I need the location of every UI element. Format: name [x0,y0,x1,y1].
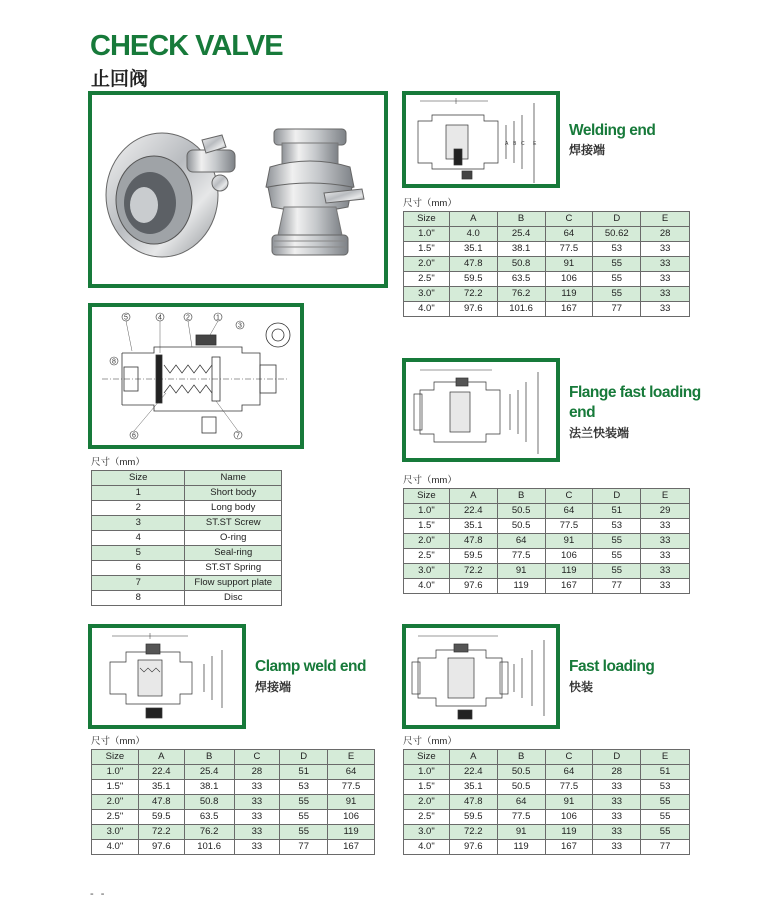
table-header-cell: A [138,750,184,765]
table-cell: 33 [641,564,690,579]
table-header-cell: Size [92,750,139,765]
table-cell: 1 [92,486,185,501]
table-header-row [404,750,690,765]
clamp-unit-label: 尺寸（mm） [91,736,145,747]
table-cell: 47.8 [449,257,497,272]
table-cell: 55 [641,810,690,825]
clamp-drawing-frame [88,624,246,729]
table-cell: 35.1 [449,519,497,534]
fast-title-cn: 快装 [569,680,594,694]
table-row [404,272,690,287]
table-cell: 77.5 [497,810,545,825]
page-title-cn: 止回阀 [91,69,149,90]
table-cell: 91 [545,257,593,272]
table-cell: 119 [497,579,545,594]
table-row [92,531,282,546]
table-cell: Flow support plate [185,576,282,591]
table-header-cell: B [497,212,545,227]
table-row [404,242,690,257]
table-header-cell: Size [404,750,450,765]
parts-unit-label: 尺寸（mm） [91,457,145,468]
table-cell: 55 [280,825,328,840]
table-cell: 77.5 [545,780,593,795]
table-header-row [92,471,282,486]
table-cell: 91 [545,795,593,810]
table-cell: Short body [185,486,282,501]
table-cell: 6 [92,561,185,576]
table-cell: 55 [593,564,641,579]
table-cell: 50.5 [497,504,545,519]
table-cell: 91 [328,795,375,810]
table-cell: 2.5" [404,272,450,287]
table-cell: 167 [545,840,593,855]
fast-title: Fast loading [569,658,655,675]
table-cell: 25.4 [497,227,545,242]
table-cell: 5 [92,546,185,561]
table-cell: 35.1 [138,780,184,795]
table-cell: 106 [545,549,593,564]
table-cell: 167 [328,840,375,855]
table-cell: 64 [497,534,545,549]
table-cell: 53 [641,780,690,795]
table-header-cell: D [280,750,328,765]
welding-unit-label: 尺寸（mm） [403,198,457,209]
fast-table [403,749,690,855]
welding-end-drawing-frame [402,91,560,188]
table-cell: 2.5" [404,549,450,564]
parts-table [91,470,282,606]
table-cell: 77.5 [328,780,375,795]
table-header-cell: B [497,489,545,504]
table-cell: 64 [328,765,375,780]
table-cell: 38.1 [184,780,234,795]
table-cell: 1.0" [404,504,450,519]
table-cell: 55 [641,795,690,810]
table-cell: 33 [593,840,641,855]
table-cell: 33 [641,302,690,317]
table-cell: 3.0" [404,825,450,840]
table-header-cell: E [641,212,690,227]
table-cell: 4 [92,531,185,546]
table-cell: 33 [234,825,280,840]
table-cell: 22.4 [138,765,184,780]
svg-text:4: 4 [158,314,162,322]
table-cell: 77.5 [497,549,545,564]
table-cell: 53 [593,242,641,257]
table-cell: 38.1 [497,242,545,257]
table-cell: 77.5 [545,519,593,534]
table-cell: 119 [545,287,593,302]
table-cell: 33 [641,534,690,549]
table-cell: 3 [92,516,185,531]
table-cell: 47.8 [449,534,497,549]
flange-title-cn: 法兰快装端 [569,426,630,440]
table-cell: 77 [593,302,641,317]
table-cell: 1.5" [404,780,450,795]
table-cell: 22.4 [449,504,497,519]
table-row [92,546,282,561]
table-row [404,765,690,780]
table-cell: 51 [641,765,690,780]
table-header-cell: A [449,750,497,765]
table-cell: 1.0" [92,765,139,780]
svg-text:8: 8 [112,358,116,366]
svg-text:5: 5 [124,314,128,322]
table-cell: 55 [280,810,328,825]
table-header-cell: E [641,750,690,765]
table-header-cell: Size [92,471,185,486]
table-cell: O-ring [185,531,282,546]
table-cell: 33 [641,272,690,287]
table-header-cell: D [593,489,641,504]
table-row [92,486,282,501]
table-row [92,561,282,576]
table-cell: 77 [593,579,641,594]
table-cell: 2.0" [92,795,139,810]
table-cell: 119 [497,840,545,855]
flange-title [569,383,701,423]
flange-unit-label: 尺寸（mm） [403,475,457,486]
table-row [404,564,690,579]
table-cell: 2.0" [404,257,450,272]
table-cell: 1.0" [404,227,450,242]
table-cell: 1.5" [404,519,450,534]
welding-end-table [403,211,690,317]
clamp-drawing [92,628,242,725]
table-header-cell: Size [404,212,450,227]
svg-text:7: 7 [236,432,240,440]
flange-drawing-frame [402,358,560,462]
table-cell: Seal-ring [185,546,282,561]
table-cell: 2 [92,501,185,516]
table-cell: 33 [593,810,641,825]
table-header-cell: D [593,750,641,765]
table-header-cell: E [641,489,690,504]
table-cell: 50.8 [184,795,234,810]
table-cell: 25.4 [184,765,234,780]
table-cell: ST.ST Spring [185,561,282,576]
welding-end-drawing [406,95,556,184]
table-cell: 91 [497,564,545,579]
table-cell: 51 [280,765,328,780]
welding-end-title-cn: 焊接端 [569,143,606,157]
table-cell: 33 [641,579,690,594]
page-title: CHECK VALVE [90,30,283,62]
table-cell: 167 [545,302,593,317]
table-cell: 59.5 [138,810,184,825]
table-cell: 4.0" [404,840,450,855]
table-cell: 33 [234,795,280,810]
table-header-cell: C [545,212,593,227]
table-cell: 33 [234,840,280,855]
table-cell: 4.0" [92,840,139,855]
table-cell: 55 [593,272,641,287]
table-cell: 55 [593,287,641,302]
table-cell: 167 [545,579,593,594]
table-row [92,780,375,795]
table-cell: 119 [545,564,593,579]
table-cell: 72.2 [138,825,184,840]
flange-title-line1: Flange fast loading [569,384,701,401]
table-cell: 50.8 [497,257,545,272]
table-cell: 97.6 [138,840,184,855]
table-cell: 76.2 [497,287,545,302]
clamp-title: Clamp weld end [255,658,366,675]
table-header-cell: E [328,750,375,765]
table-cell: 106 [545,272,593,287]
table-cell: 4.0" [404,302,450,317]
table-cell: 76.2 [184,825,234,840]
table-row [404,534,690,549]
table-cell: 50.5 [497,519,545,534]
table-row [92,516,282,531]
page-footer: - - [90,888,107,900]
table-cell: 50.5 [497,780,545,795]
table-cell: 1.5" [92,780,139,795]
table-row [92,576,282,591]
table-cell: 2.0" [404,534,450,549]
table-row [404,795,690,810]
table-cell: 91 [545,534,593,549]
svg-text:A: A [505,141,509,147]
table-row [404,549,690,564]
table-cell: 33 [234,780,280,795]
table-header-cell: Name [185,471,282,486]
table-row [92,591,282,606]
table-cell: 33 [641,242,690,257]
parts-diagram-frame [88,303,304,449]
parts-diagram [92,307,300,445]
table-cell: 106 [545,810,593,825]
table-cell: 1.0" [404,765,450,780]
table-cell: 55 [280,795,328,810]
table-cell: 4.0 [449,227,497,242]
table-row [92,765,375,780]
table-cell: 77 [280,840,328,855]
table-cell: 1.5" [404,242,450,257]
table-cell: 3.0" [92,825,139,840]
table-cell: 33 [234,810,280,825]
table-cell: 33 [641,257,690,272]
table-cell: 101.6 [184,840,234,855]
svg-text:E: E [533,141,537,147]
table-cell: 119 [545,825,593,840]
table-header-cell: B [497,750,545,765]
table-cell: 33 [641,549,690,564]
product-photo-frame [88,91,388,288]
svg-text:3: 3 [238,322,242,330]
clamp-table [91,749,375,855]
table-row [92,501,282,516]
table-cell: 97.6 [449,579,497,594]
table-cell: 2.5" [92,810,139,825]
table-cell: 3.0" [404,564,450,579]
table-cell: 8 [92,591,185,606]
fast-unit-label: 尺寸（mm） [403,736,457,747]
table-cell: 72.2 [449,564,497,579]
table-cell: 33 [593,780,641,795]
svg-text:6: 6 [132,432,136,440]
table-row [92,840,375,855]
table-cell: 59.5 [449,810,497,825]
svg-text:2: 2 [186,314,190,322]
table-cell: 106 [328,810,375,825]
table-cell: 33 [593,795,641,810]
table-header-row [404,212,690,227]
table-header-cell: C [234,750,280,765]
table-cell: 55 [593,257,641,272]
table-cell: 4.0" [404,579,450,594]
table-cell: 29 [641,504,690,519]
table-row [404,302,690,317]
fast-drawing [406,628,556,725]
table-cell: 77 [641,840,690,855]
table-cell: 2.0" [404,795,450,810]
table-row [404,810,690,825]
table-cell: 28 [593,765,641,780]
table-header-cell: C [545,750,593,765]
table-cell: 33 [641,287,690,302]
table-cell: 91 [497,825,545,840]
table-cell: 64 [545,765,593,780]
table-cell: 59.5 [449,272,497,287]
table-cell: 33 [641,519,690,534]
clamp-title-cn: 焊接端 [255,680,292,694]
table-row [404,519,690,534]
table-header-cell: D [593,212,641,227]
table-cell: 53 [280,780,328,795]
table-cell: 101.6 [497,302,545,317]
table-cell: 33 [593,825,641,840]
table-header-row [404,489,690,504]
table-cell: 28 [234,765,280,780]
table-cell: 50.5 [497,765,545,780]
table-cell: 97.6 [449,302,497,317]
table-cell: 72.2 [449,825,497,840]
table-cell: 22.4 [449,765,497,780]
table-cell: 50.62 [593,227,641,242]
table-cell: 77.5 [545,242,593,257]
flange-drawing [406,362,556,458]
table-cell: 2.5" [404,810,450,825]
flange-table [403,488,690,594]
table-cell: 97.6 [449,840,497,855]
table-cell: 35.1 [449,242,497,257]
table-header-row [92,750,375,765]
table-row [404,579,690,594]
table-cell: 64 [497,795,545,810]
table-cell: 55 [593,534,641,549]
table-cell: Long body [185,501,282,516]
table-header-cell: A [449,489,497,504]
table-cell: 3.0" [404,287,450,302]
table-row [404,227,690,242]
table-cell: 51 [593,504,641,519]
table-cell: Disc [185,591,282,606]
table-cell: 63.5 [497,272,545,287]
flange-title-line2: end [569,404,596,421]
table-row [404,257,690,272]
welding-end-title: Welding end [569,122,656,139]
table-header-cell: A [449,212,497,227]
svg-text:C: C [521,141,525,147]
product-photo [92,95,384,284]
table-row [404,780,690,795]
table-header-cell: B [184,750,234,765]
table-cell: 7 [92,576,185,591]
table-row [404,287,690,302]
table-cell: 55 [593,549,641,564]
table-cell: 55 [641,825,690,840]
table-cell: 35.1 [449,780,497,795]
fast-drawing-frame [402,624,560,729]
table-row [92,825,375,840]
table-row [92,795,375,810]
table-cell: 28 [641,227,690,242]
table-cell: 72.2 [449,287,497,302]
table-row [404,825,690,840]
table-cell: 53 [593,519,641,534]
table-cell: 59.5 [449,549,497,564]
table-cell: 47.8 [449,795,497,810]
table-cell: 64 [545,227,593,242]
table-header-cell: Size [404,489,450,504]
table-cell: 47.8 [138,795,184,810]
table-cell: 64 [545,504,593,519]
table-cell: 119 [328,825,375,840]
svg-text:1: 1 [216,314,220,322]
table-cell: ST.ST Screw [185,516,282,531]
table-header-cell: C [545,489,593,504]
table-row [404,840,690,855]
svg-text:B: B [513,141,517,147]
table-row [404,504,690,519]
table-cell: 63.5 [184,810,234,825]
table-row [92,810,375,825]
